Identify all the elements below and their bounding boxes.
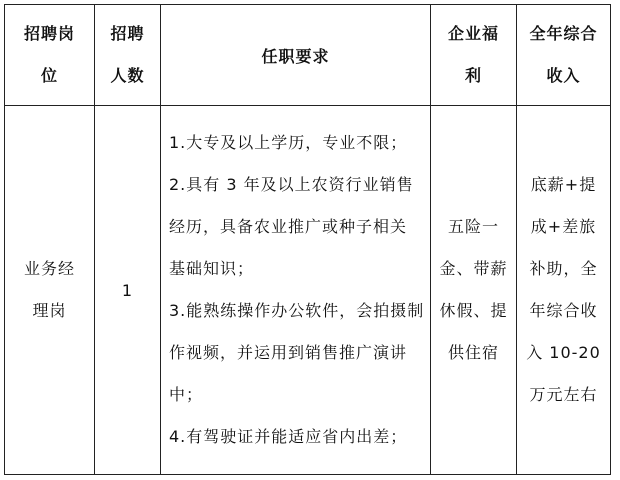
benefits-line: 五险一 [447, 217, 499, 236]
income-line: 万元左右 [529, 385, 598, 404]
cell-income [517, 106, 611, 475]
benefits-line: 金、带薪 [439, 259, 508, 278]
header-count [95, 5, 161, 106]
header-benefits-line: 利 [464, 66, 482, 85]
benefits-line: 供住宿 [447, 343, 499, 362]
requirements-list [161, 122, 430, 458]
cell-count [95, 106, 161, 475]
header-count-line: 招聘 [110, 24, 145, 43]
income-line: 入 10-20 [526, 343, 601, 362]
benefits-line: 休假、提 [439, 301, 508, 320]
cell-position [5, 106, 95, 475]
requirement-line: 3.能熟练操作办公软件，会拍摄制 [169, 301, 425, 320]
recruitment-table [4, 4, 611, 475]
income-line: 成+差旅 [530, 217, 597, 236]
income-line: 补助，全 [529, 259, 598, 278]
header-count-line: 人数 [110, 66, 145, 85]
position-line: 理岗 [32, 301, 67, 320]
header-income-line: 全年综合 [529, 24, 598, 43]
requirement-line: 1.大专及以上学历，专业不限； [169, 133, 408, 152]
cell-benefits [431, 106, 517, 475]
position-line: 业务经 [23, 259, 75, 278]
header-benefits-line: 企业福 [447, 24, 499, 43]
header-benefits [431, 5, 517, 106]
income-line: 年综合收 [529, 301, 598, 320]
requirement-line: 2.具有 3 年及以上农资行业销售 [169, 175, 414, 194]
income-line: 底薪+提 [530, 175, 597, 194]
header-position-line: 位 [40, 66, 58, 85]
header-requirements-label: 任职要求 [261, 46, 330, 66]
count-value: 1 [121, 280, 134, 300]
table-row [5, 106, 611, 475]
requirement-line: 4.有驾驶证并能适应省内出差； [169, 427, 408, 446]
header-position-line: 招聘岗 [23, 24, 75, 43]
header-position [5, 5, 95, 106]
requirement-line: 经历，具备农业推广或种子相关 [169, 217, 408, 236]
header-income-line: 收入 [546, 66, 581, 85]
requirement-line: 中； [169, 385, 204, 404]
cell-requirements [161, 106, 431, 475]
table-header-row [5, 5, 611, 106]
header-income [517, 5, 611, 106]
requirement-line: 作视频，并运用到销售推广演讲 [169, 343, 408, 362]
requirement-line: 基础知识； [169, 259, 255, 278]
header-requirements [161, 5, 431, 106]
